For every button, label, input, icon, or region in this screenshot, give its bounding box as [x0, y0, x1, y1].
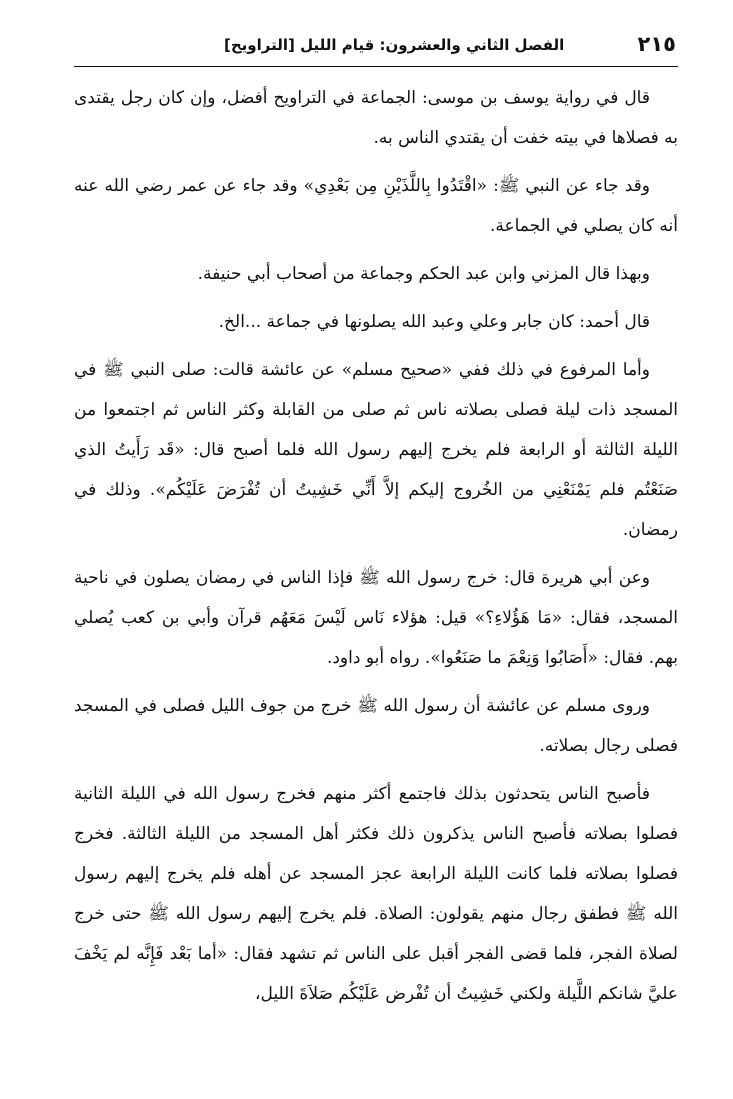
paragraph: وأما المرفوع في ذلك ففي «صحيح مسلم» عن عائشة قالت: صلى النبي ﷺ في المسجد ذات ليلة فصلى بصلاته ناس ثم صلى من القابلة وكثر الناس ثم اجتمعوا من الليلة الثالثة أو الرابعة فلم يخرج إليهم رسول الله فلما أصبح قال: «قَد رَأَيتُ الذي صَنَعْتُم فلم يَمْنَعْنِي من الخُروج إليكم إلاَّ أَنِّي خَشِيتُ أن تُفْرَضَ عَلَيْكُم». وذلك في رمضان. [74, 360, 678, 540]
paragraph: وروى مسلم عن عائشة أن رسول الله ﷺ خرج من جوف الليل فصلى في المسجد فصلى رجال بصلاته. [74, 696, 678, 756]
page-number: ٢١٥ [637, 32, 676, 56]
paragraph: قال أحمد: كان جابر وعلي وعبد الله يصلونها في جماعة ...الخ. [218, 312, 650, 332]
paragraph: وعن أبي هريرة قال: خرج رسول الله ﷺ فإذا الناس في رمضان يصلون في ناحية المسجد، فقال: «مَا هَؤُلاءِ؟» قيل: هؤلاء نَاس لَيْسَ مَعَهُم قرآن وأبي بن كعب يُصلي بهم. فقال: «أَصَابُوا وَنِعْمَ ما صَنَعُوا». رواه أبو داود. [74, 568, 678, 668]
paragraph: وبهذا قال المزني وابن عبد الحكم وجماعة من أصحاب أبي حنيفة. [197, 264, 650, 284]
page-header [74, 30, 676, 60]
header-divider [74, 66, 678, 67]
paragraph: قال في رواية يوسف بن موسى: الجماعة في التراويح أفضل، وإن كان رجل يقتدى به فصلاها في بيته خفت أن يقتدي الناس به. [74, 88, 678, 148]
body-text [74, 78, 678, 1022]
running-title: الفصل الثاني والعشرون: قيام الليل [التراويح] [224, 36, 565, 54]
paragraph: فأصبح الناس يتحدثون بذلك فاجتمع أكثر منهم فخرج رسول الله في الليلة الثانية فصلوا بصلاته فأصبح الناس يذكرون ذلك فكثر أهل المسجد من الليلة الثالثة. فخرج فصلوا بصلاته فلما كانت الليلة الرابعة عجز المسجد عن أهله فلم يخرج إليهم رسول الله ﷺ فطفق رجال منهم يقولون: الصلاة. فلم يخرج إليهم رسول الله ﷺ حتى خرج لصلاة الفجر، فلما قضى الفجر أقبل على الناس ثم تشهد فقال: «أما بَعْد فَإِنَّه لم يَخْفَ عليَّ شانكم اللَّيلة ولكني خَشِيتُ أن تُفْرض عَلَيْكُم صَلاَةَ الليل، [74, 784, 678, 1004]
paragraph: وقد جاء عن النبي ﷺ: «اقْتَدُوا بِاللَّذَيْنِ مِن بَعْدِي» وقد جاء عن عمر رضي الله عنه أنه كان يصلي في الجماعة. [74, 176, 678, 236]
